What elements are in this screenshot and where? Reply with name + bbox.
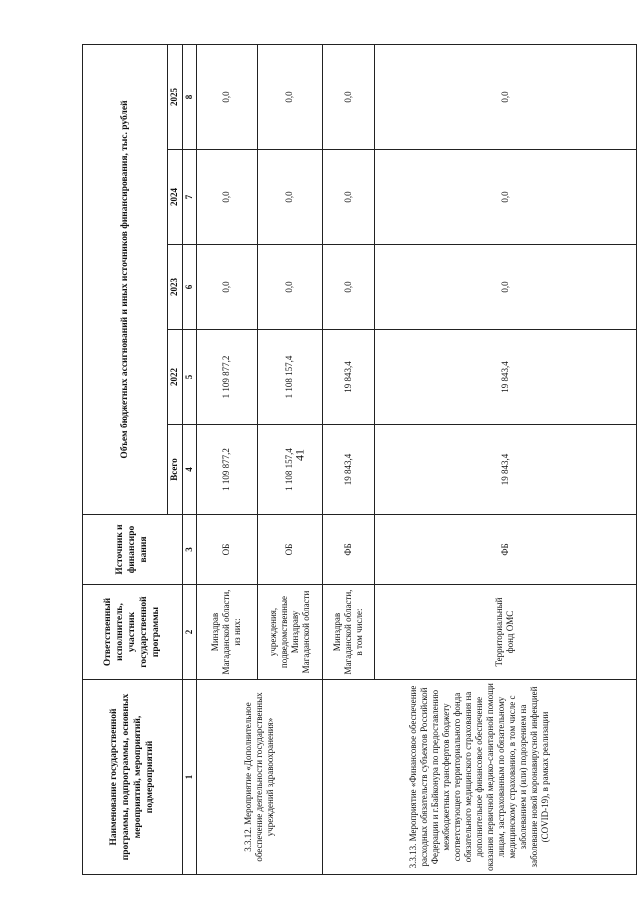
page-number: 41 — [292, 449, 307, 461]
row-value: 0,0 — [322, 150, 374, 245]
column-numbers-row — [182, 44, 196, 874]
col-number: 2 — [182, 585, 196, 680]
row-value: 0,0 — [322, 245, 374, 330]
row-value: 0,0 — [257, 245, 322, 330]
row-value: 19 843,4 — [374, 425, 636, 515]
row-source: ОБ — [257, 515, 322, 585]
row-value: 1 108 157,4 — [257, 330, 322, 425]
row-executor: Территориальный фонд ОМС — [374, 585, 636, 680]
col-number: 4 — [182, 425, 196, 515]
row-value: 1 109 877,2 — [196, 425, 257, 515]
row-value: 1 109 877,2 — [196, 330, 257, 425]
col-number: 5 — [182, 330, 196, 425]
header-source: Источник и финансиро вания — [83, 515, 183, 585]
header-executor: Ответственный исполнитель, участник государственной программы — [83, 585, 183, 680]
col-number: 6 — [182, 245, 196, 330]
row-executor: Минздрав Магаданской области, из них: — [196, 585, 257, 680]
row-value: 0,0 — [374, 44, 636, 149]
row-source: ОБ — [196, 515, 257, 585]
header-volume: Объем бюджетных ассигнований и иных источников финансирования, тыс. рублей — [83, 44, 168, 514]
col-number: 8 — [182, 44, 196, 149]
row-source: ФБ — [322, 515, 374, 585]
budget-table-container — [82, 45, 637, 875]
row-value: 0,0 — [257, 44, 322, 149]
row-value: 0,0 — [374, 150, 636, 245]
row-value: 0,0 — [196, 245, 257, 330]
row-value: 19 843,4 — [322, 425, 374, 515]
row-value: 19 843,4 — [322, 330, 374, 425]
header-year-2022: 2022 — [167, 330, 182, 425]
row-name: 3.3.12. Мероприятие «Дополнительное обеспечение деятельности государственных учреждений здравоохранения» — [196, 680, 322, 875]
row-value: 1 108 157,4 — [257, 425, 322, 515]
row-value: 0,0 — [374, 245, 636, 330]
header-year-2024: 2024 — [167, 150, 182, 245]
header-year-2023: 2023 — [167, 245, 182, 330]
col-number: 7 — [182, 150, 196, 245]
table-row — [322, 44, 374, 874]
col-number: 3 — [182, 515, 196, 585]
row-value: 0,0 — [257, 150, 322, 245]
row-value: 0,0 — [196, 150, 257, 245]
row-value: 0,0 — [322, 44, 374, 149]
rotated-table — [82, 45, 637, 875]
row-name: 3.3.13. Мероприятие «Финансовое обеспечение расходных обязательств субъектов Российской Федерации и г.Байконура по предоставлению межбюджетных трансфертов бюджету соответствующего территориального фонда обязательного медицинского страхования на дополнительное финансовое обеспечение оказания первичной медико-санитарной помощи лицам, застрахованным по обязательному медицинскому страхованию, в том числе с заболеванием и (или) подозрением на заболевание новой коронавирусной инфекцией (COVID-19), в рамках реализации — [322, 680, 636, 875]
row-value: 19 843,4 — [374, 330, 636, 425]
table-row — [196, 44, 257, 874]
header-year-2025: 2025 — [167, 44, 182, 149]
row-source: ФБ — [374, 515, 636, 585]
row-executor: учреждения, подведомственные Минздраву Магаданской области — [257, 585, 322, 680]
row-value: 0,0 — [196, 44, 257, 149]
col-number: 1 — [182, 680, 196, 875]
header-name: Наименование государственной программы, подпрограммы, основных мероприятий, мероприятий, подмероприятий — [83, 680, 183, 875]
budget-table — [82, 44, 637, 875]
row-executor: Минздрав Магаданской области, в том числе: — [322, 585, 374, 680]
header-year-total: Всего — [167, 425, 182, 515]
